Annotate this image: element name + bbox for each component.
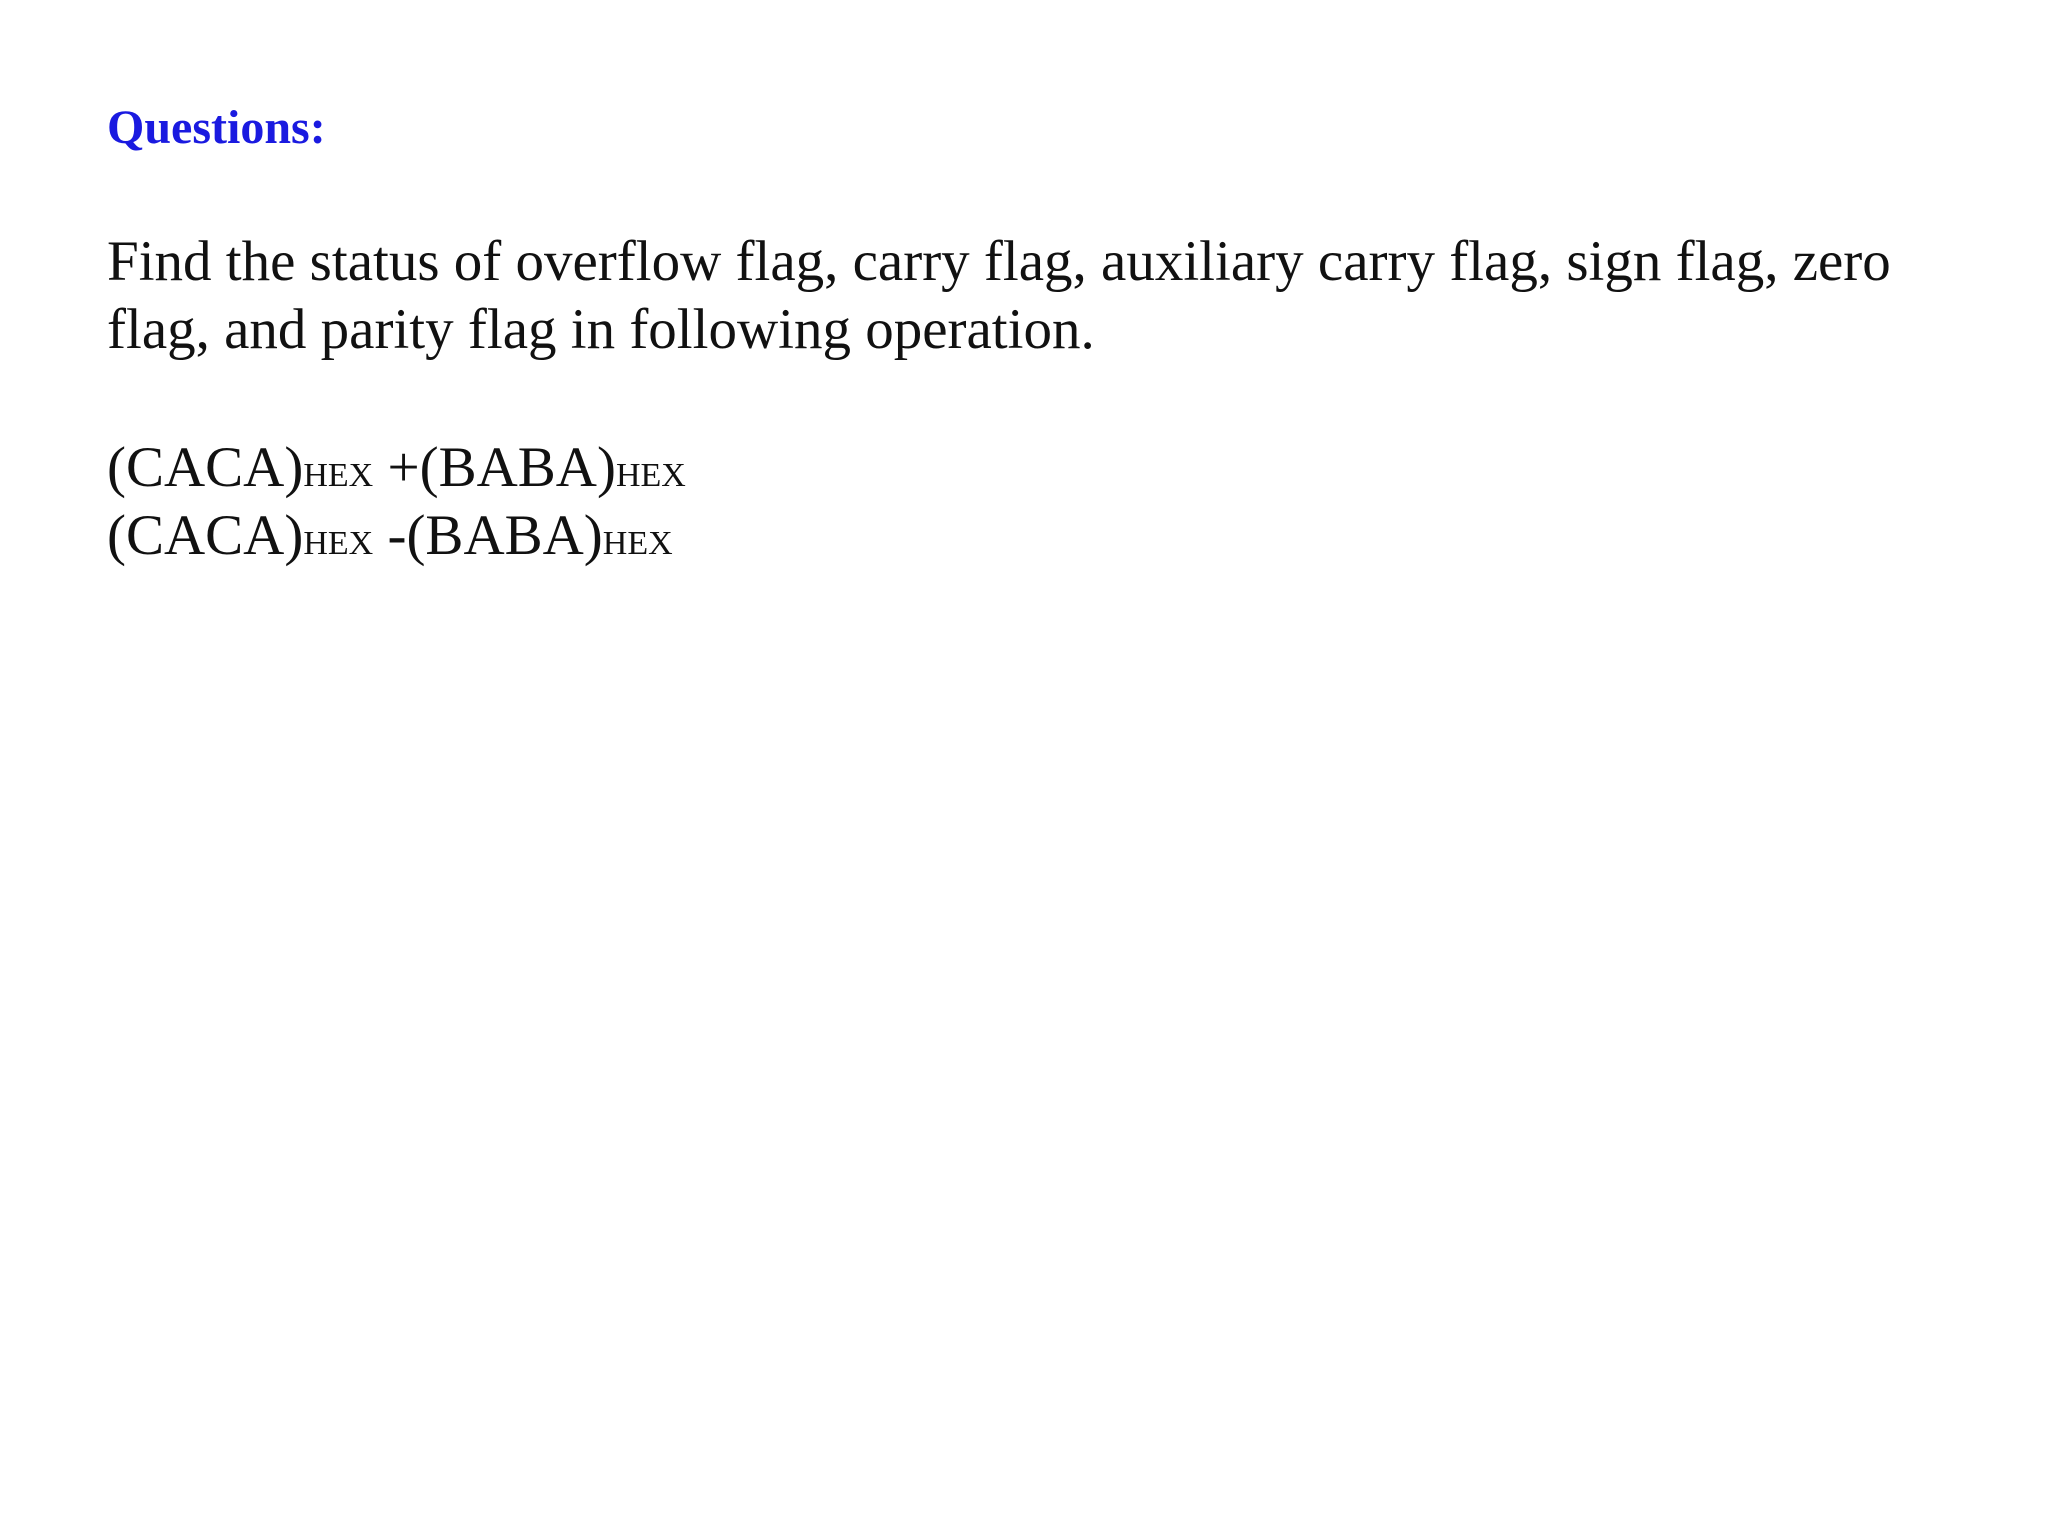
left-operand: (CACA) (107, 504, 304, 567)
questions-heading: Questions: (107, 101, 326, 154)
right-operand-base: HEX (615, 457, 686, 494)
operations-list (107, 434, 686, 570)
right-operand: (BABA) (406, 504, 603, 567)
operation-addition (107, 434, 686, 502)
operator: + (373, 436, 420, 499)
right-operand: (BABA) (419, 436, 616, 499)
question-prompt: Find the status of overflow flag, carry flag, auxiliary carry flag, sign flag, zero flag, and parity flag in following operation. (107, 230, 1891, 361)
left-operand-base: HEX (303, 457, 374, 494)
left-operand-base: HEX (303, 525, 374, 562)
operator: - (373, 504, 407, 567)
right-operand-base: HEX (602, 525, 673, 562)
left-operand: (CACA) (107, 436, 304, 499)
operation-subtraction (107, 502, 686, 570)
